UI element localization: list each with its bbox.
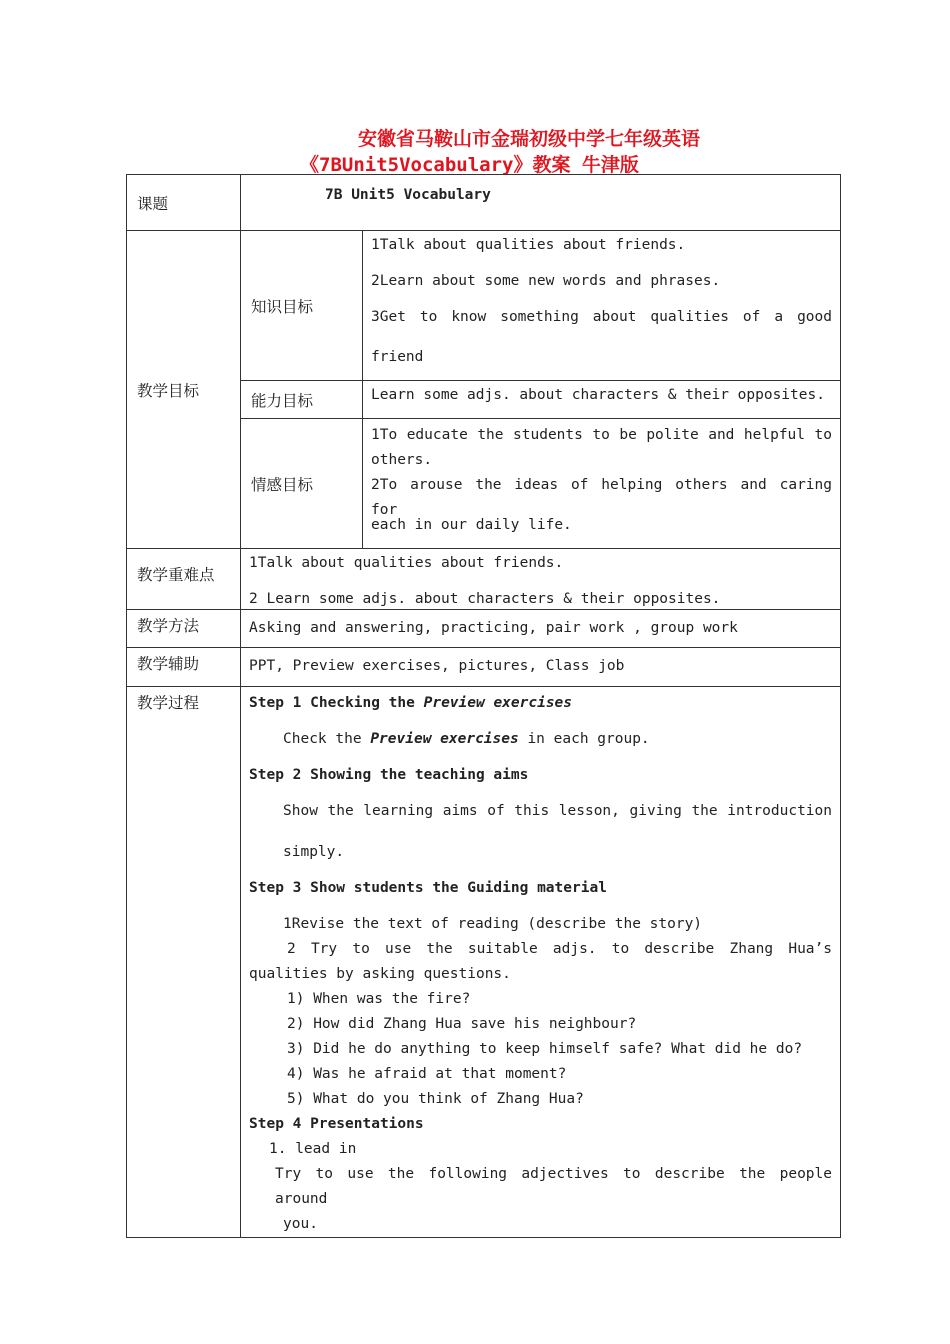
step4-line-1: Try to use the following adjectives to describe the people around xyxy=(275,1166,832,1207)
lesson-plan-table xyxy=(126,174,841,1238)
step3-item-1: 1Revise the text of reading (describe the story) xyxy=(283,916,703,932)
knowledge-item-3-cont: friend xyxy=(371,349,424,365)
row-process xyxy=(127,687,841,1238)
document-title-line-1: 安徽省马鞍山市金瑞初级中学七年级英语 xyxy=(358,128,701,150)
key-points-content xyxy=(241,549,841,610)
aids-text: PPT, Preview exercises, pictures, Class job xyxy=(241,648,841,687)
emotion-item-2-cont: each in our daily life. xyxy=(371,517,572,533)
emotion-item-2: 2To arouse the ideas of helping others and caring for xyxy=(371,477,832,518)
row-methods xyxy=(127,610,841,648)
step2-line-2: simply. xyxy=(283,844,345,860)
methods-text: Asking and answering, practicing, pair work , group work xyxy=(241,610,841,648)
methods-label: 教学方法 xyxy=(127,610,241,648)
key-point-1: 1Talk about qualities about friends. xyxy=(249,555,564,571)
row-key-points xyxy=(127,549,841,610)
row-knowledge-objective xyxy=(127,231,841,381)
knowledge-item-3: 3Get to know something about qualities of a good xyxy=(371,309,832,325)
aids-label: 教学辅助 xyxy=(127,648,241,687)
topic-value: 7B Unit5 Vocabulary xyxy=(241,175,841,231)
step3-item-2: 2 Try to use the suitable adjs. to describe Zhang Hua’s xyxy=(287,941,832,957)
knowledge-content xyxy=(363,231,841,381)
key-point-2: 2 Learn some adjs. about characters & their opposites. xyxy=(249,591,721,607)
emotion-item-1-cont: others. xyxy=(371,452,433,468)
emotion-label: 情感目标 xyxy=(241,419,363,549)
question-1: 1) When was the fire? xyxy=(287,991,471,1007)
step1-heading: Step 1 Checking the Preview exercises xyxy=(249,695,573,711)
step1-text: Check the Preview exercises in each group. xyxy=(283,731,650,747)
objectives-label: 教学目标 xyxy=(127,231,241,549)
step3-item-2-cont: qualities by asking questions. xyxy=(249,966,511,982)
process-content xyxy=(241,687,841,1238)
question-2: 2) How did Zhang Hua save his neighbour? xyxy=(287,1016,637,1032)
question-4: 4) Was he afraid at that moment? xyxy=(287,1066,567,1082)
question-3: 3) Did he do anything to keep himself safe? What did he do? xyxy=(287,1041,803,1057)
step4-item-1: 1. lead in xyxy=(269,1141,357,1157)
topic-label: 课题 xyxy=(127,175,241,231)
question-5: 5) What do you think of Zhang Hua? xyxy=(287,1091,584,1107)
process-label: 教学过程 xyxy=(127,687,241,1238)
step3-heading: Step 3 Show students the Guiding material xyxy=(249,880,607,896)
step2-line-1: Show the learning aims of this lesson, giving the introduction xyxy=(283,803,832,819)
ability-label: 能力目标 xyxy=(241,381,363,419)
step2-heading: Step 2 Showing the teaching aims xyxy=(249,767,529,783)
emotion-item-1: 1To educate the students to be polite and helpful to xyxy=(371,427,832,443)
knowledge-item-1: 1Talk about qualities about friends. xyxy=(371,237,686,253)
ability-text: Learn some adjs. about characters & their opposites. xyxy=(363,381,841,419)
step4-line-2: you. xyxy=(283,1216,318,1232)
row-aids xyxy=(127,648,841,687)
knowledge-item-2: 2Learn about some new words and phrases. xyxy=(371,273,721,289)
key-points-label: 教学重难点 xyxy=(127,549,241,610)
step4-heading: Step 4 Presentations xyxy=(249,1116,424,1132)
row-topic xyxy=(127,175,841,231)
emotion-content xyxy=(363,419,841,549)
knowledge-label: 知识目标 xyxy=(241,231,363,381)
document-title-line-2: 《7BUnit5Vocabulary》教案 牛津版 xyxy=(300,154,639,176)
